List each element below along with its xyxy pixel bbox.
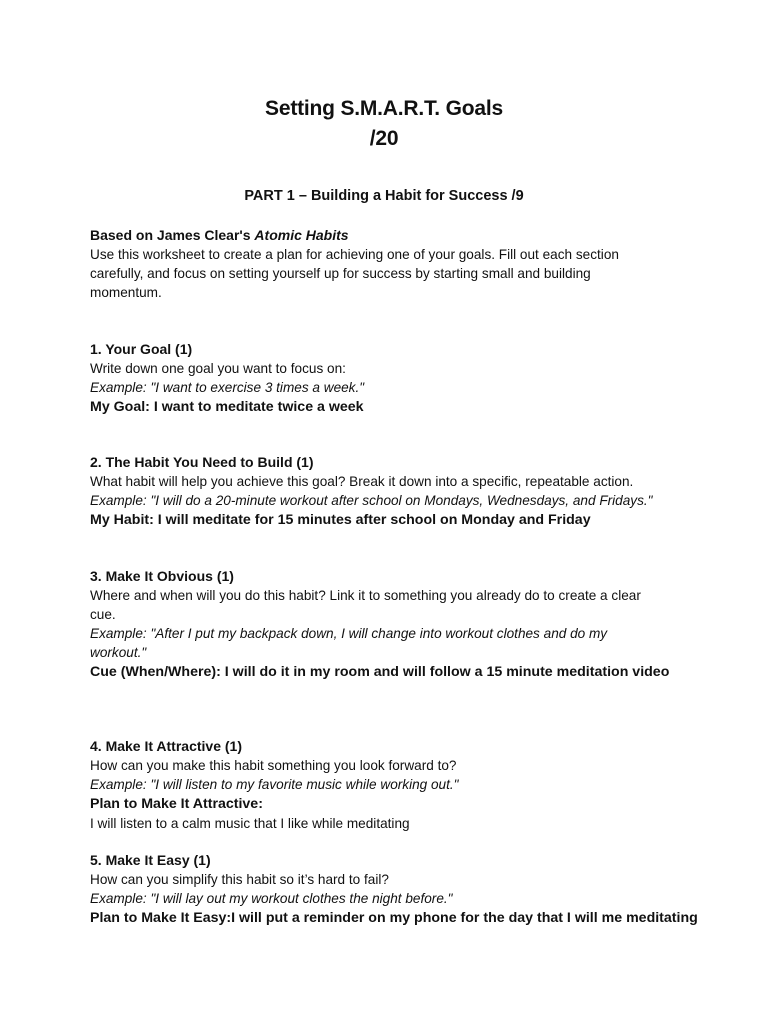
section-example: Example: "I will lay out my workout clothes the night before."	[90, 891, 453, 906]
intro-heading-prefix: Based on James Clear's	[90, 227, 255, 243]
intro-text-line: Use this worksheet to create a plan for achieving one of your goals. Fill out each section	[90, 247, 619, 262]
section-example: Example: "After I put my backpack down, I will change into workout clothes and do my	[90, 626, 608, 641]
section-make-attractive	[90, 737, 690, 833]
section-answer-label: Plan to Make It Attractive:	[90, 796, 263, 812]
section-prompt: How can you simplify this habit so it’s hard to fail?	[90, 872, 389, 887]
document-score: /20	[369, 127, 399, 150]
section-example: workout."	[90, 645, 147, 660]
section-answer: My Habit: I will meditate for 15 minutes after school on Monday and Friday	[90, 512, 591, 528]
section-example: Example: "I want to exercise 3 times a week."	[90, 380, 365, 395]
section-answer: Cue (When/Where): I will do it in my room and will follow a 15 minute meditation video	[90, 664, 670, 680]
part-title: PART 1 – Building a Habit for Success /9	[244, 188, 524, 204]
section-prompt: How can you make this habit something you look forward to?	[90, 758, 457, 773]
section-habit	[90, 453, 690, 530]
intro-text-line: momentum.	[90, 285, 162, 300]
section-heading: 2. The Habit You Need to Build (1)	[90, 454, 314, 470]
section-heading: 3. Make It Obvious (1)	[90, 568, 234, 584]
section-answer: Plan to Make It Easy:I will put a reminder on my phone for the day that I will me meditating	[90, 910, 698, 926]
section-prompt: cue.	[90, 607, 116, 622]
section-example: Example: "I will do a 20-minute workout after school on Mondays, Wednesdays, and Fridays."	[90, 493, 653, 508]
section-your-goal	[90, 340, 690, 417]
section-answer-text: I will listen to a calm music that I like while meditating	[90, 816, 410, 831]
section-answer: My Goal: I want to meditate twice a week	[90, 399, 364, 415]
book-title: Atomic Habits	[254, 227, 349, 243]
section-heading: 1. Your Goal (1)	[90, 341, 193, 357]
intro-section	[90, 226, 690, 302]
section-heading: 5. Make It Easy (1)	[90, 852, 211, 868]
section-example: Example: "I will listen to my favorite music while working out."	[90, 777, 459, 792]
document-title: Setting S.M.A.R.T. Goals	[265, 97, 503, 120]
intro-text-line: carefully, and focus on setting yourself up for success by starting small and building	[90, 266, 591, 281]
section-prompt: Where and when will you do this habit? Link it to something you already do to create a clear	[90, 588, 641, 603]
section-heading: 4. Make It Attractive (1)	[90, 738, 242, 754]
section-make-obvious	[90, 567, 690, 682]
section-prompt: Write down one goal you want to focus on:	[90, 361, 346, 376]
section-make-easy	[90, 851, 698, 928]
title-block	[0, 94, 768, 154]
intro-heading	[90, 226, 690, 245]
section-prompt: What habit will help you achieve this goal? Break it down into a specific, repeatable action.	[90, 474, 634, 489]
